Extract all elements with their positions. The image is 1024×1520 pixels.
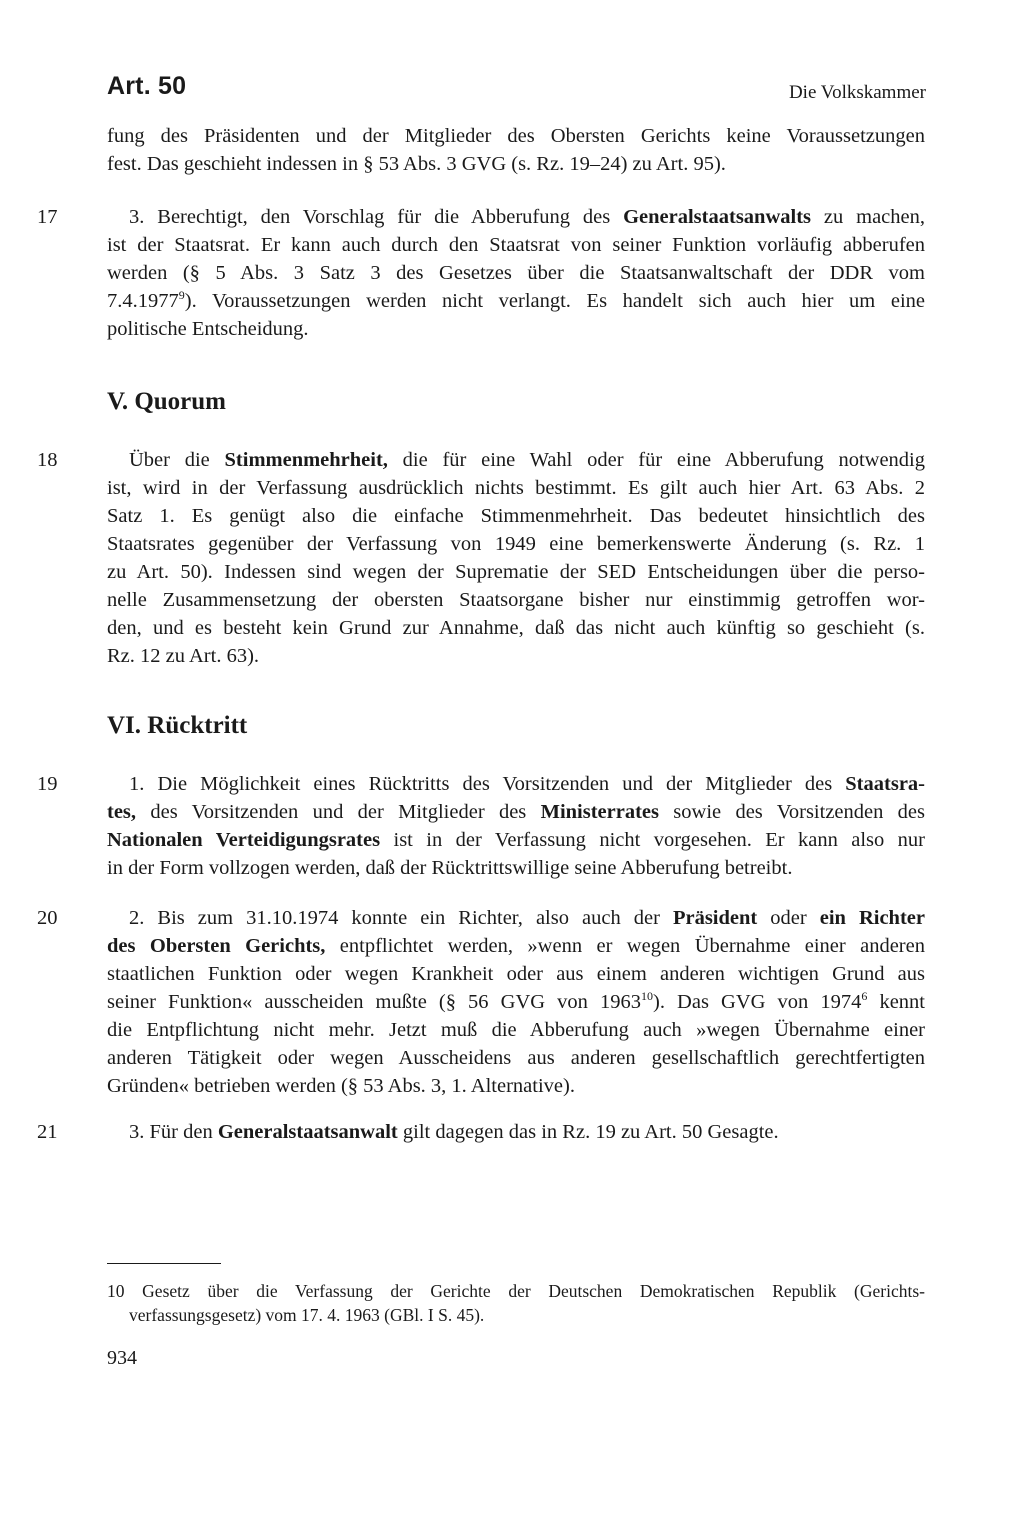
text-line: politische Entscheidung.: [107, 318, 309, 340]
text-line: den, und es besteht kein Grund zur Annahme, daß das nicht auch künftig so geschieht (s.: [107, 617, 925, 639]
text-line: tes, des Vorsitzenden und der Mitglieder des Ministerrates sowie des Vorsitzenden des: [107, 801, 925, 823]
bold-term: Stimmenmehrheit,: [224, 449, 388, 471]
text-line: Satz 1. Es genügt also die einfache Stimmenmehrheit. Das bedeutet hinsichtlich des: [107, 505, 925, 527]
text-line: des Obersten Gerichts, entpflichtet werden, »wenn er wegen Übernahme einer anderen: [107, 935, 925, 957]
bold-term: des Obersten Gerichts,: [107, 935, 326, 957]
bold-term: ein Richter: [819, 907, 925, 929]
margin-number-19: 19: [37, 773, 58, 795]
bold-term: Staatsra-: [845, 773, 925, 795]
bold-term: Nationalen Verteidigungsrates: [107, 829, 381, 851]
text-line: verfassungsgesetz) vom 17. 4. 1963 (GBl. I S. 45).: [129, 1305, 485, 1325]
margin-number-18: 18: [37, 449, 58, 471]
text-line: Rz. 12 zu Art. 63).: [107, 645, 260, 667]
text-line: 1. Die Möglichkeit eines Rücktritts des Vorsitzenden und der Mitglieder des Staatsra-: [129, 773, 925, 795]
margin-number-17: 17: [37, 206, 58, 228]
text-line: ist der Staatsrat. Er kann auch durch den Staatsrat von seiner Funktion vorläufig abberufen: [107, 234, 925, 256]
text-line: 7.4.1977$^9$). Voraussetzungen werden nicht verlangt. Es handelt sich auch hier um eine: [107, 288, 925, 312]
section-heading-ruecktritt: VI. Rücktritt: [107, 712, 248, 739]
paragraph-17: [107, 203, 925, 343]
bold-term: Generalstaatsanwalt: [217, 1121, 398, 1143]
bold-term: Ministerrates: [540, 801, 659, 823]
paragraph-20: [107, 904, 925, 1100]
text-line: seiner Funktion« ausscheiden mußte (§ 56 GVG von 1963$^{10}$). Das GVG von 1974$^6$ kennt: [107, 989, 925, 1013]
text-line: Über die Stimmenmehrheit, die für eine Wahl oder für eine Abberufung notwendig: [129, 449, 925, 471]
section-heading-quorum: V. Quorum: [107, 388, 227, 415]
footnote-ref: 6: [861, 989, 868, 1003]
text-line: zu Art. 50). Indessen sind wegen der Suprematie der SED Entscheidungen über die perso-: [107, 561, 925, 583]
text-line: 3. Berechtigt, den Vorschlag für die Abberufung des Generalstaatsanwalts zu machen,: [129, 206, 926, 228]
text-line: fest. Das geschieht indessen in § 53 Abs. 3 GVG (s. Rz. 19–24) zu Art. 95).: [107, 153, 726, 175]
bold-term: Präsident: [672, 907, 758, 929]
page-number: 934: [107, 1347, 137, 1369]
text-line: ist, wird in der Verfassung ausdrücklich nichts bestimmt. Es gilt auch hier Art. 63 Abs. 2: [107, 477, 925, 499]
text-line: Nationalen Verteidigungsrates ist in der Verfassung nicht vorgesehen. Er kann also nur: [107, 829, 925, 851]
footnote-ref: 10: [641, 989, 653, 1003]
footnote-ref: 9: [178, 288, 185, 302]
footnote-divider: [107, 1263, 221, 1264]
text-line: staatlichen Funktion oder wegen Krankheit oder aus einem anderen wichtigen Grund aus: [107, 963, 925, 985]
margin-number-21: 21: [37, 1121, 58, 1143]
text-line: Staatsrates gegenüber der Verfassung von 1949 eine bemerkenswerte Änderung (s. Rz. 1: [107, 533, 925, 555]
bold-term: Generalstaatsanwalts: [623, 206, 811, 228]
paragraph-21: [107, 1118, 925, 1146]
margin-number-20: 20: [37, 907, 58, 929]
text-line: 10 Gesetz über die Verfassung der Gerichte der Deutschen Demokratischen Republik (Gerichts-: [107, 1281, 925, 1301]
bold-term: tes,: [107, 801, 137, 823]
text-line: 2. Bis zum 31.10.1974 konnte ein Richter, also auch der Präsident oder ein Richter: [129, 907, 925, 929]
running-header-title: Die Volkskammer: [788, 82, 926, 103]
paragraph-19: [107, 770, 925, 882]
running-header-article: Art. 50: [107, 72, 187, 100]
text-line: nelle Zusammensetzung der obersten Staatsorgane bisher nur einstimmig getroffen wor-: [107, 589, 925, 611]
text-line: 3. Für den Generalstaatsanwalt gilt dagegen das in Rz. 19 zu Art. 50 Gesagte.: [129, 1121, 779, 1143]
text-line: werden (§ 5 Abs. 3 Satz 3 des Gesetzes über die Staatsanwaltschaft der DDR vom: [107, 262, 925, 284]
paragraph-18: [107, 446, 925, 670]
text-line: die Entpflichtung nicht mehr. Jetzt muß die Abberufung auch »wegen Übernahme einer: [107, 1019, 925, 1041]
text-line: fung des Präsidenten und der Mitglieder des Obersten Gerichts keine Voraussetzungen: [107, 125, 925, 147]
paragraph-continued: [107, 122, 925, 178]
text-line: Gründen« betrieben werden (§ 53 Abs. 3, 1. Alternative).: [107, 1075, 575, 1097]
text-line: in der Form vollzogen werden, daß der Rücktrittswillige seine Abberufung betreibt.: [107, 857, 793, 879]
footnote-10: [107, 1279, 925, 1327]
text-line: anderen Tätigkeit oder wegen Ausscheidens aus anderen gesellschaftlich gerechtfertigten: [107, 1047, 925, 1069]
